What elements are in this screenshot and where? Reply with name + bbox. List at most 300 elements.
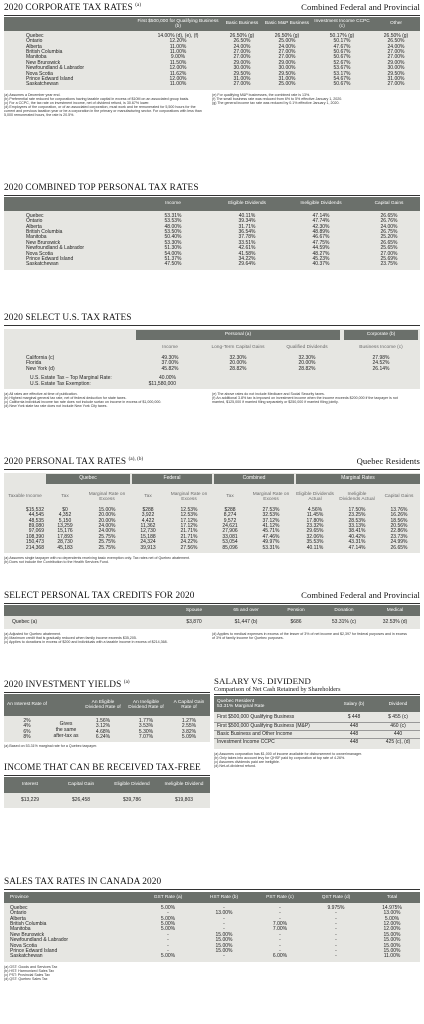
row-label: British Columbia: [26, 228, 63, 235]
personal-rates-section: 2020 PERSONAL TAX RATES $^{(a), (b)}$ Quebec Residents Quebec Federal Combined Marginal Rates Taxable Income Tax Marginal Rate on Excess Tax Marginal Rate on Excess Tax Marginal Rate on Excess Eligible Dividends Actual Ineligible Dividends Actual Capital Gains $15,532 $0 15.00% $288 12.53% $288 27.53% 4.56% 17.50% 13.76% 44,545 4,352 20.00% 3,922 12.53% 8,274 32.53% 11.45% 23.25% 16.26% 48,535 5,150 20.00% 4,422 17.12% 9,572 37.12% 17.80% 28.53% 18.56% 89,080 13,259 24.00% 11,362 17.12% 24,621 41.12% 23.32% 33.13% 20.56% 97,069 15,176 24.00% 12,730 21.71% 27,906 45.71% 29.65% 38.41% 22.86% 108,390 17,893 25.75% 15,188 21.71% 33,081 47.46% 32.06% 40.42% 23.73% 150,473 28,730 25.75% 24,324 24.22% 53,054 49.97% 35.53% 43.31% 24.99% 214,368 45,183 25.75% 39,913 27.56% 85,096 53.31% 40.11% 47.14% 26.65% (a) Assumes single taxpayer with no dependents receiving basic exemption only. Tax rates net of Quebec abatement. (b) Does not include the Contribution to the Health Services Fund.: [4, 456, 420, 565]
footnotes: [4, 392, 420, 408]
table-cell: 24.00%: [387, 43, 405, 50]
table-cell: 25.69%: [380, 255, 398, 262]
table-cell: 448: [349, 722, 359, 729]
table-cell: 25.00%: [278, 81, 296, 88]
table-cell: 11.50%: [169, 59, 187, 66]
table-cell: 9.00%: [170, 54, 186, 61]
table-cell: 45.82%: [161, 365, 179, 372]
table-cell: 8%: [23, 734, 31, 740]
table-cell: 53,054: [222, 539, 238, 546]
group-header: Federal: [132, 474, 212, 484]
table-cell: -: [335, 947, 337, 954]
row-label: Prince Edward Island: [10, 947, 58, 954]
yields-table: [4, 719, 210, 741]
footnote: (f) The small business rate was reduced from 6% to 5% effective January 1, 2020.: [212, 96, 343, 101]
table-cell: 48.27%: [312, 250, 330, 257]
table-cell: 24.22%: [180, 539, 198, 546]
table-cell: 54.00%: [164, 250, 182, 257]
table-cell: 44,545: [28, 512, 44, 519]
table-cell: 20.00%: [98, 517, 116, 524]
table-cell: -: [335, 920, 337, 927]
table-cell: 30.00%: [233, 65, 251, 72]
table-cell: 12.53%: [180, 512, 198, 519]
table-cell: 15,176: [57, 528, 73, 535]
table-cell: 89,080: [28, 523, 44, 529]
table-cell: 48,535: [28, 517, 44, 524]
table-cell: 11.00%: [169, 43, 187, 50]
table-cell: 11,362: [140, 523, 156, 529]
table-cell: 5.00%: [160, 920, 176, 927]
table-cell: 26.50% (g): [383, 32, 409, 39]
table-cell: 21.71%: [180, 528, 198, 535]
table-cell: 425 (c), (d): [385, 739, 411, 746]
table-cell: 12.00%: [169, 65, 187, 72]
row-label: British Columbia: [26, 49, 63, 55]
table-cell: 15.00%: [215, 931, 233, 938]
tax-free-section: [4, 763, 210, 808]
table-cell: 29.00%: [278, 59, 296, 66]
row-label: Alberta: [26, 223, 42, 230]
row-label: Prince Edward Island: [26, 76, 74, 83]
table-cell: $288: [224, 506, 236, 513]
table-cell: 15.00%: [383, 942, 401, 949]
section-subtitle: Combined Federal and Provincial: [301, 590, 420, 600]
table-cell: 47.14%: [312, 212, 330, 219]
table-row: [4, 82, 420, 87]
footnote: (e) For qualifying M&P businesses, the combined rate is 13%.: [212, 92, 311, 97]
table-cell: 26.76%: [380, 218, 398, 225]
row-label: New Brunswick: [26, 59, 61, 66]
table-cell: $1,447 (b): [234, 618, 258, 625]
table-cell: 29.50%: [233, 70, 251, 77]
table-cell: 2%: [23, 717, 31, 724]
table-cell: 13,259: [57, 523, 73, 529]
footnotes: [214, 752, 420, 768]
table-cell: 13.00%: [215, 910, 233, 917]
table-cell: 30.00%: [278, 65, 296, 72]
footnote: (d) Applies to medical expenses in excess of the lesser of 3% of net income and $2,397 for federal purposes and in excess of 3% of family income for Quebec purposes.: [212, 632, 407, 641]
table-row: [214, 722, 420, 730]
table-cell: 41.12%: [262, 523, 280, 529]
table-cell: 50.17%: [333, 38, 351, 45]
table-cell: 48.00%: [164, 223, 182, 230]
group-header: Combined: [214, 474, 294, 484]
table-cell: 29.65%: [306, 528, 324, 535]
table-cell: 53.31%: [164, 212, 182, 219]
footnotes: [4, 556, 420, 564]
column-header: Ineligible Dividends: [300, 201, 342, 207]
group-header: Corporate (b): [344, 330, 418, 340]
table-cell: -: [167, 947, 169, 954]
table-cell: 27.56%: [180, 544, 198, 551]
column-header: Tax: [61, 494, 69, 500]
row-label: Saskatchewan: [26, 261, 59, 268]
personal-top-table: [4, 214, 420, 268]
sales-tax-section: [4, 877, 420, 981]
table-cell: $0: [62, 506, 68, 513]
table-cell: 26.50%: [233, 38, 251, 45]
table-cell: $686: [290, 618, 302, 625]
column-header: Business Income (c): [359, 345, 403, 351]
table-cell: 13.00%: [383, 910, 401, 917]
table-cell: 1.56%: [95, 717, 111, 724]
footnote: (c) PST: Provincial Sales Tax: [4, 972, 50, 977]
column-header: Eligible Dividends: [228, 201, 266, 207]
table-cell: 47.46%: [262, 533, 280, 540]
table-cell: 14.00% (d), (e), (f): [157, 32, 199, 39]
table-cell: 27.00%: [278, 49, 296, 55]
row-label: Prince Edward Island: [26, 255, 74, 262]
table-cell: 27.00%: [387, 49, 405, 55]
table-cell: 47.67%: [333, 43, 351, 50]
row-label: New Brunswick: [10, 931, 45, 938]
table-cell: 29.00%: [387, 59, 405, 66]
row-label: California (c): [26, 354, 55, 361]
table-cell: 6%: [23, 728, 31, 735]
table-cell: 53.17%: [333, 70, 351, 77]
table-cell: 39,913: [140, 544, 156, 551]
table-cell: 24.00%: [278, 43, 296, 50]
table-cell: -: [223, 915, 225, 922]
table-cell: 50.67%: [333, 54, 351, 61]
section-subtitle: Comparison of Net Cash Retained by Shareholders: [214, 686, 341, 694]
section-header: 2020 CORPORATE TAX RATES $^{(a)}$ Combined Federal and Provincial: [4, 2, 420, 14]
table-cell: -: [223, 904, 225, 911]
table-cell: 47.50%: [164, 261, 182, 268]
table-cell: 23.73%: [390, 533, 408, 540]
table-cell: 448: [349, 731, 359, 738]
footnote: (b) Preferential rate reduced for corporations having taxable capital in excess of $10M on an associated group basis.: [4, 96, 190, 101]
table-cell: 26.50% (g): [274, 32, 300, 39]
table-cell: 15.00%: [215, 937, 233, 944]
table-cell: 27.00%: [233, 81, 251, 88]
table-cell: 20.00%: [98, 512, 116, 519]
table-cell: 53.30%: [164, 239, 182, 246]
footnote: (d) Net-of-dividend refund.: [214, 764, 256, 769]
footnote: (a) GST: Goods and Services Tax: [4, 964, 58, 969]
table-cell: 11.00%: [169, 49, 187, 55]
table-cell: 29.50%: [278, 70, 296, 77]
yields-section: 2020 INVESTMENT YIELDS $^{(a)}$ An Interest Rate of An Eligible Dividend Rate of An Ineligible Dividend Rate of A Capital Gain Rate of 2% Gives the same after-tax as 1.56% 1.77% 1.27% 4% 3.12% 3.53% 2.55% 6% 4.68% 5.30% 3.82% 8% 6.24% 7.07% 5.09% (a) Based on 53.31% marginal rate for a Quebec taxpayer.: [4, 680, 210, 749]
table-cell: -: [223, 920, 225, 927]
table-cell: 11.62%: [169, 70, 187, 77]
section-subtitle: Quebec Residents: [356, 456, 420, 467]
table-cell: 32.30%: [298, 354, 316, 361]
table-cell: 9,572: [223, 517, 237, 524]
table-cell: 25.75%: [98, 533, 116, 540]
row-label: Ontario: [26, 218, 43, 225]
section-title: 2020 INVESTMENT YIELDS: [4, 680, 122, 691]
table-cell: 26.65%: [380, 239, 398, 246]
personal-rates-table: [4, 486, 420, 551]
column-header: Qualified Dividends: [286, 345, 328, 351]
group-header: Quebec: [46, 474, 130, 484]
table-cell: 41.58%: [238, 250, 256, 257]
table-cell: -: [335, 942, 337, 949]
table-cell: 5.00%: [160, 926, 176, 933]
table-cell: 5,150: [58, 517, 72, 524]
table-cell: 32.06%: [306, 533, 324, 540]
table-cell: 12.00%: [169, 76, 187, 83]
column-header: Investment Income CCPC (c): [314, 18, 370, 29]
row-label: Florida: [26, 360, 42, 367]
table-cell: 3.53%: [138, 723, 154, 730]
footnote: (d) QST: Quebec Sales Tax: [4, 977, 48, 982]
footnote: (b) Highest marginal general tax rate, net of federal deduction for state taxes.: [4, 396, 127, 400]
column-header: Ineligible Dividends Actual: [339, 491, 375, 502]
table-cell: -: [335, 953, 337, 960]
section-title: SALES TAX RATES IN CANADA 2020: [4, 877, 162, 887]
table-cell: 27.00%: [387, 81, 405, 88]
table-cell: 30.00%: [387, 65, 405, 72]
table-cell: 40.11%: [238, 212, 256, 219]
row-label: Manitoba: [26, 234, 47, 241]
row-label: Quebec: [26, 32, 44, 39]
table-cell: 48.89%: [312, 228, 330, 235]
footnote: (a) Assumes a December year end.: [4, 92, 61, 97]
footnote: (c) California individual income tax rate does not include surtax on income in excess of $1,000,000.: [4, 400, 162, 405]
table-cell: 24.00%: [98, 523, 116, 529]
table-cell: 51.37%: [164, 255, 182, 262]
column-header: Capital Gains: [374, 201, 404, 207]
group-header: Marginal Rates: [296, 474, 420, 484]
table-cell: 32.30%: [229, 354, 247, 361]
table-cell: $288: [142, 506, 154, 513]
column-header: Taxable Income: [8, 494, 42, 500]
table-cell: 27.00%: [380, 250, 398, 257]
footnote: (b) Does not include the Contribution to the Health Services Fund.: [4, 560, 109, 565]
salary-table: [214, 714, 420, 747]
table-cell: 5.00%: [160, 915, 176, 922]
footnote: (c) Applies to donations in excess of $200 and individuals with a taxable income in excess of $214,368.: [4, 640, 168, 645]
footnote: (a) Assumes single taxpayer with no dependents receiving basic exemption only. Tax rates net of Quebec abatement.: [4, 556, 191, 561]
table-cell: 25.20%: [380, 234, 398, 241]
table-cell: 17,893: [57, 533, 73, 540]
section-title: SELECT PERSONAL TAX CREDITS FOR 2020: [4, 591, 195, 601]
table-cell: 37.78%: [238, 234, 256, 241]
table-row: [4, 735, 210, 740]
table-cell: -: [279, 931, 281, 938]
column-header: Basic M&P Business: [264, 21, 310, 27]
table-cell: 36.54%: [238, 228, 256, 235]
table-cell: 24.52%: [372, 360, 390, 367]
table-cell: $26,458: [71, 796, 91, 803]
table-cell: 21.71%: [180, 533, 198, 540]
table-cell: 5.00%: [384, 915, 400, 922]
table-cell: $15,532: [25, 506, 44, 513]
table-cell: 47.74%: [312, 218, 330, 225]
table-cell: 8,274: [223, 512, 237, 519]
table-header: Province GST Rate (a) HST Rate (b) PST Rate (c) QST Rate (d) Total: [4, 892, 420, 903]
table-cell: 15.00%: [383, 937, 401, 944]
credits-section: [4, 591, 420, 644]
table-cell: 34.22%: [238, 255, 256, 262]
table-cell: 1.77%: [138, 717, 154, 724]
table-cell: $3,870: [186, 618, 202, 625]
footnote: (a) Assumes corporation has $1,000 of income available for disbursement to owner/manager.: [214, 751, 363, 756]
table-cell: 11.00%: [383, 953, 401, 960]
table-cell: 24.00%: [380, 223, 398, 230]
table-cell: 25.65%: [380, 245, 398, 252]
row-label: Nova Scotia: [10, 942, 37, 949]
footnotes: [4, 965, 420, 981]
row-label: Quebec (a): [12, 618, 38, 625]
table-cell: 52.67%: [333, 59, 351, 66]
table-row: [214, 739, 420, 747]
table-cell: 26.65%: [390, 544, 408, 551]
table-cell: 31.00%: [387, 76, 405, 83]
row-label: Saskatchewan: [26, 81, 59, 88]
table-cell: 54.67%: [333, 76, 351, 83]
table-cell: 33.51%: [238, 239, 256, 246]
row-label: Quebec: [26, 212, 44, 219]
table-cell: 50.40%: [164, 234, 182, 241]
section-title: SALARY VS. DIVIDEND: [214, 676, 311, 686]
table-row: [4, 262, 420, 267]
table-cell: 18.56%: [390, 517, 408, 524]
table-cell: 150,473: [25, 539, 44, 546]
row-label: Ontario: [10, 910, 27, 917]
table-cell: 26.65%: [380, 212, 398, 219]
table-header: [4, 197, 420, 211]
table-cell: 24,324: [140, 539, 156, 546]
table-cell: 24.00%: [98, 528, 116, 535]
table-cell: -: [335, 926, 337, 933]
table-cell: 31.71%: [238, 223, 256, 230]
table-cell: 85,096: [222, 544, 238, 551]
table-header: [4, 17, 420, 31]
table-cell: 27.53%: [262, 506, 280, 513]
footnote: (c) For a CCPC, the tax rate on investment income, net of dividend refund, is 30.67% lower.: [4, 101, 150, 106]
table-cell: 33.13%: [348, 523, 366, 529]
table-cell: 23.75%: [380, 261, 398, 268]
row-label: Alberta: [10, 915, 26, 922]
table-cell: 26.75%: [380, 228, 398, 235]
table-cell: 27.00%: [233, 54, 251, 61]
table-cell: 4.68%: [95, 728, 111, 735]
estate-tax: U.S. Estate Tax – Top Marginal Rate: U.S. Estate Tax Exemption: 40.00% $11,580,000: [30, 374, 176, 387]
table-cell: 46.67%: [312, 234, 330, 241]
table-cell: 15,188: [140, 533, 156, 540]
table-cell: -: [279, 942, 281, 949]
table-cell: -: [335, 937, 337, 944]
table-cell: -: [167, 931, 169, 938]
table-cell: 27.00%: [278, 54, 296, 61]
section-title: 2020 PERSONAL TAX RATES: [4, 457, 127, 468]
table-cell: 2.55%: [181, 723, 197, 730]
footnote: (g) The general income tax rate was reduced by 0.1% effective January 1, 2020.: [212, 101, 340, 106]
table-cell: 51.30%: [164, 245, 182, 252]
table-cell: 53.31% (c): [331, 618, 357, 625]
table-cell: 26.50%: [387, 38, 405, 45]
table-cell: 47.75%: [312, 239, 330, 246]
table-cell: 448: [349, 739, 359, 746]
table-cell: 28.82%: [298, 365, 316, 372]
table-cell: -: [335, 931, 337, 938]
section-title: 2020 CORPORATE TAX RATES: [4, 3, 133, 14]
table-cell: 45.23%: [312, 255, 330, 262]
table-cell: -: [279, 910, 281, 917]
row-label: Saskatchewan: [10, 953, 43, 960]
table-cell: 15.00%: [383, 947, 401, 954]
table-header: Spouse 65 and over Pension Donation Medical: [4, 605, 420, 616]
table-cell: 17.12%: [180, 517, 198, 524]
table-cell: 25.00%: [278, 38, 296, 45]
footnote: (f) An additional 3.8% tax is imposed on investment income when the income exceeds $200,000 if the taxpayer is not married, $125,000 if married filing separately or $250,000 if married filing jointly.: [212, 396, 398, 405]
table-cell: 1.27%: [181, 717, 197, 724]
table-cell: 20.00%: [298, 360, 316, 367]
table-cell: 12.00%: [383, 926, 401, 933]
column-header: Tax: [144, 494, 152, 500]
footnote: (b) Only takes into account levy for QHSF paid by corporation at top rate of 4.26%.: [214, 755, 346, 760]
column-header: Marginal Rate on Excess: [252, 491, 290, 502]
yields-middle-text: Gives the same after-tax as: [53, 720, 79, 739]
section-title: INCOME THAT CAN BE RECEIVED TAX-FREE: [4, 763, 201, 773]
column-header: Other: [390, 21, 402, 27]
table-row: [4, 546, 420, 551]
table-cell: 3.12%: [95, 723, 111, 730]
group-header: Personal (a): [136, 330, 340, 340]
row-label: British Columbia: [10, 920, 47, 927]
table-cell: 17.80%: [306, 517, 324, 524]
table-cell: -: [279, 915, 281, 922]
table-cell: 15.00%: [98, 506, 116, 513]
table-cell: 11.45%: [306, 512, 324, 519]
table-cell: 4%: [23, 723, 31, 730]
table-cell: 24.00%: [233, 43, 251, 50]
table-cell: 5.09%: [181, 734, 197, 740]
column-header: Income: [165, 201, 181, 207]
salary-dividend-section: [214, 676, 420, 768]
table-cell: $13,229: [20, 796, 40, 803]
column-header: Income: [162, 345, 178, 351]
table-cell: -: [279, 904, 281, 911]
table-cell: 4,422: [141, 517, 155, 524]
table-cell: 4.56%: [307, 506, 323, 513]
table-cell: 3,922: [141, 512, 155, 519]
table-cell: 26.14%: [372, 365, 390, 372]
table-cell: 16.26%: [390, 512, 408, 519]
row-label: Manitoba: [10, 926, 31, 933]
table-cell: 28.53%: [348, 517, 366, 524]
column-header: Tax: [226, 494, 234, 500]
table-cell: 4,352: [58, 512, 72, 519]
table-cell: 108,390: [25, 533, 44, 540]
table-cell: 13.76%: [390, 506, 408, 513]
table-cell: 12.20%: [169, 38, 187, 45]
table-row: [4, 798, 210, 803]
table-cell: 9.975%: [327, 904, 345, 911]
row-label: New Brunswick: [26, 239, 61, 246]
table-cell: 15.00%: [215, 947, 233, 954]
footnote: (a) Adjusted for Quebec abatement.: [4, 632, 61, 637]
table-cell: -: [335, 915, 337, 922]
table-cell: 49.30%: [161, 354, 179, 361]
table-cell: 6.00%: [272, 953, 288, 960]
credits-table: [4, 620, 420, 625]
table-row: [214, 714, 420, 722]
table-cell: 28,730: [57, 539, 73, 546]
table-row: [4, 620, 420, 625]
footnote: (a) All rates are effective at time of publication.: [4, 391, 78, 396]
row-label: Investment Income CCPC: [217, 739, 275, 746]
footnote: (d) New York state tax rate does not include New York City taxes.: [4, 404, 108, 409]
table-cell: 5.00%: [160, 904, 176, 911]
table-cell: 27.00%: [233, 49, 251, 55]
row-label: Ontario: [26, 38, 43, 45]
table-cell: 23.32%: [306, 523, 324, 529]
